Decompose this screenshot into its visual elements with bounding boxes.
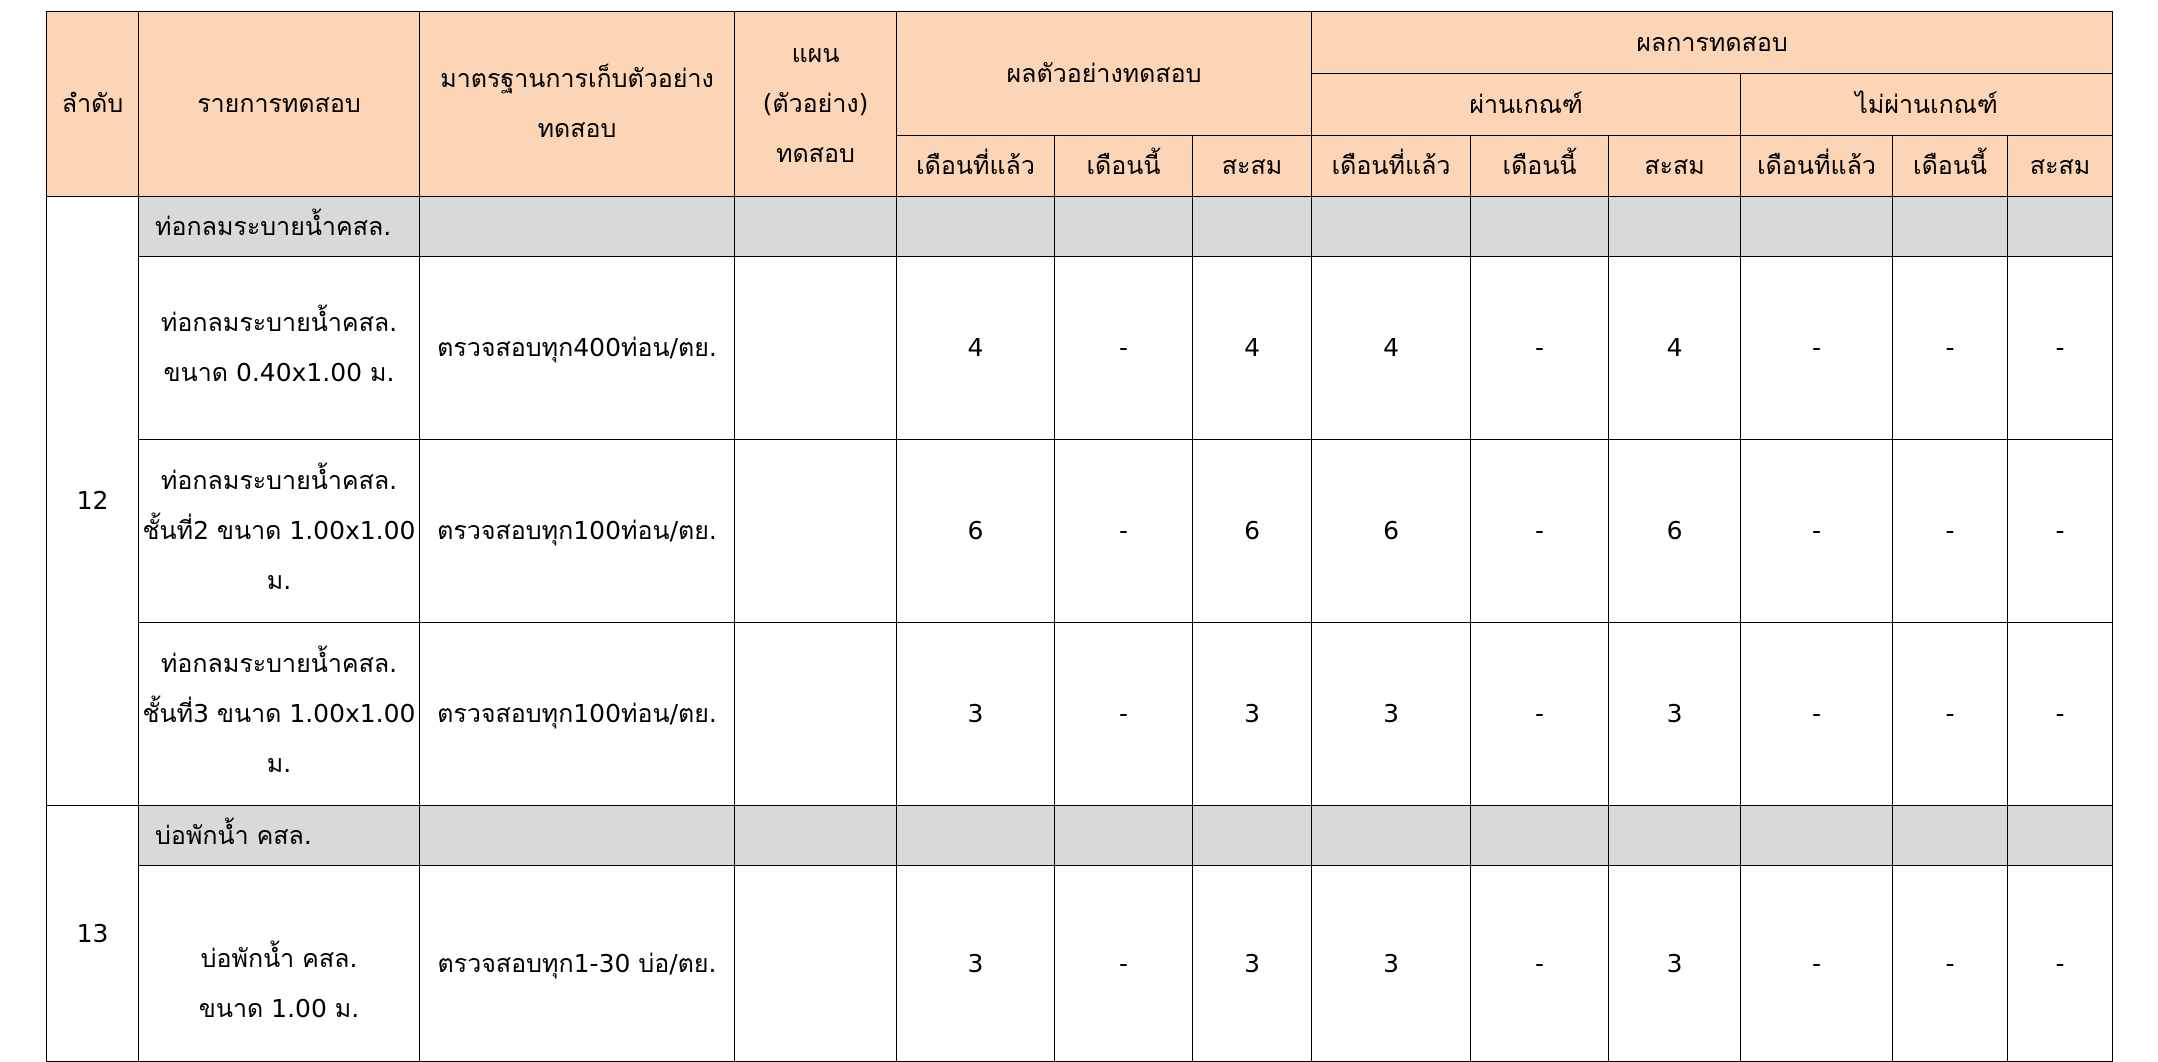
item-name-line3: ม.: [266, 566, 292, 595]
header-seq: ลำดับ: [47, 12, 139, 197]
fail-last-month: -: [1741, 866, 1893, 1062]
item-standard: ตรวจสอบทุก100ท่อน/ตย.: [420, 623, 735, 806]
item-name-line2: ชั้นที่2 ขนาด 1.00x1.00: [142, 516, 416, 545]
item-name: [139, 866, 420, 1062]
header-fail-last-month: เดือนที่แล้ว: [1741, 136, 1893, 197]
samples-last-month: 6: [897, 440, 1055, 623]
fail-last-month: -: [1741, 440, 1893, 623]
samples-cumulative: 3: [1193, 866, 1312, 1062]
header-pass-cumulative: สะสม: [1609, 136, 1741, 197]
fail-cumulative: -: [2008, 257, 2113, 440]
pass-this-month: -: [1471, 623, 1609, 806]
header-standard-line2: ทดสอบ: [537, 114, 617, 143]
item-name-line3: ม.: [266, 749, 292, 778]
pass-cumulative: 3: [1609, 866, 1741, 1062]
pass-last-month: 6: [1312, 440, 1471, 623]
fail-this-month: -: [1893, 257, 2008, 440]
item-name-line1: บ่อพักน้ำ คสล.: [200, 943, 358, 973]
table-row: [47, 866, 2113, 1062]
fail-cumulative: -: [2008, 866, 2113, 1062]
fail-last-month: -: [1741, 257, 1893, 440]
fail-cumulative: -: [2008, 623, 2113, 806]
pass-last-month: 4: [1312, 257, 1471, 440]
header-standard: [420, 12, 735, 197]
samples-cumulative: 4: [1193, 257, 1312, 440]
header-samples: ผลตัวอย่างทดสอบ: [897, 12, 1312, 136]
group-seq: 13: [47, 806, 139, 1062]
samples-this-month: -: [1055, 257, 1193, 440]
fail-cumulative: -: [2008, 440, 2113, 623]
pass-this-month: -: [1471, 866, 1609, 1062]
item-standard: ตรวจสอบทุก1-30 บ่อ/ตย.: [420, 866, 735, 1062]
samples-last-month: 4: [897, 257, 1055, 440]
header-pass: ผ่านเกณฑ์: [1312, 74, 1741, 136]
fail-this-month: -: [1893, 623, 2008, 806]
item-plan: [735, 866, 897, 1062]
samples-this-month: -: [1055, 866, 1193, 1062]
header-plan-line1: แผน: [791, 39, 840, 68]
table-row: [47, 623, 2113, 806]
table-row: [47, 257, 2113, 440]
header-results: ผลการทดสอบ: [1312, 12, 2113, 74]
item-name: [139, 257, 420, 440]
item-name: [139, 440, 420, 623]
fail-last-month: -: [1741, 623, 1893, 806]
fail-this-month: -: [1893, 440, 2008, 623]
header-plan-line3: ทดสอบ: [776, 139, 855, 168]
samples-cumulative: 6: [1193, 440, 1312, 623]
group-name: บ่อพักน้ำ คสล.: [139, 806, 420, 866]
pass-cumulative: 3: [1609, 623, 1741, 806]
header-plan-line2: (ตัวอย่าง): [762, 89, 869, 118]
item-plan: [735, 623, 897, 806]
pass-this-month: -: [1471, 257, 1609, 440]
samples-last-month: 3: [897, 623, 1055, 806]
item-name-line2: ชั้นที่3 ขนาด 1.00x1.00: [142, 699, 416, 728]
group-row: [47, 197, 2113, 257]
header-item: รายการทดสอบ: [139, 12, 420, 197]
group-seq: 12: [47, 197, 139, 806]
table-row: [47, 440, 2113, 623]
test-results-table: [46, 11, 2113, 1062]
header-fail: ไม่ผ่านเกณฑ์: [1741, 74, 2113, 136]
header-samples-cumulative: สะสม: [1193, 136, 1312, 197]
group-row: [47, 806, 2113, 866]
samples-cumulative: 3: [1193, 623, 1312, 806]
pass-cumulative: 4: [1609, 257, 1741, 440]
samples-this-month: -: [1055, 623, 1193, 806]
header-pass-last-month: เดือนที่แล้ว: [1312, 136, 1471, 197]
pass-this-month: -: [1471, 440, 1609, 623]
item-plan: [735, 440, 897, 623]
pass-cumulative: 6: [1609, 440, 1741, 623]
item-name: [139, 623, 420, 806]
item-name-line2: ขนาด 0.40x1.00 ม.: [163, 358, 395, 387]
item-standard: ตรวจสอบทุก100ท่อน/ตย.: [420, 440, 735, 623]
item-name-line1: ท่อกลมระบายน้ำคสล.: [160, 308, 398, 337]
pass-last-month: 3: [1312, 866, 1471, 1062]
header-pass-this-month: เดือนนี้: [1471, 136, 1609, 197]
header-fail-cumulative: สะสม: [2008, 136, 2113, 197]
item-plan: [735, 257, 897, 440]
header-fail-this-month: เดือนนี้: [1893, 136, 2008, 197]
samples-last-month: 3: [897, 866, 1055, 1062]
samples-this-month: -: [1055, 440, 1193, 623]
header-standard-line1: มาตรฐานการเก็บตัวอย่าง: [440, 64, 714, 93]
item-name-line1: ท่อกลมระบายน้ำคสล.: [160, 649, 398, 678]
group-name: ท่อกลมระบายน้ำคสล.: [139, 197, 420, 257]
pass-last-month: 3: [1312, 623, 1471, 806]
header-samples-last-month: เดือนที่แล้ว: [897, 136, 1055, 197]
item-name-line1: ท่อกลมระบายน้ำคสล.: [160, 466, 398, 495]
item-name-line2: ขนาด 1.00 ม.: [198, 993, 360, 1023]
header-plan: [735, 12, 897, 197]
fail-this-month: -: [1893, 866, 2008, 1062]
header-samples-this-month: เดือนนี้: [1055, 136, 1193, 197]
item-standard: ตรวจสอบทุก400ท่อน/ตย.: [420, 257, 735, 440]
